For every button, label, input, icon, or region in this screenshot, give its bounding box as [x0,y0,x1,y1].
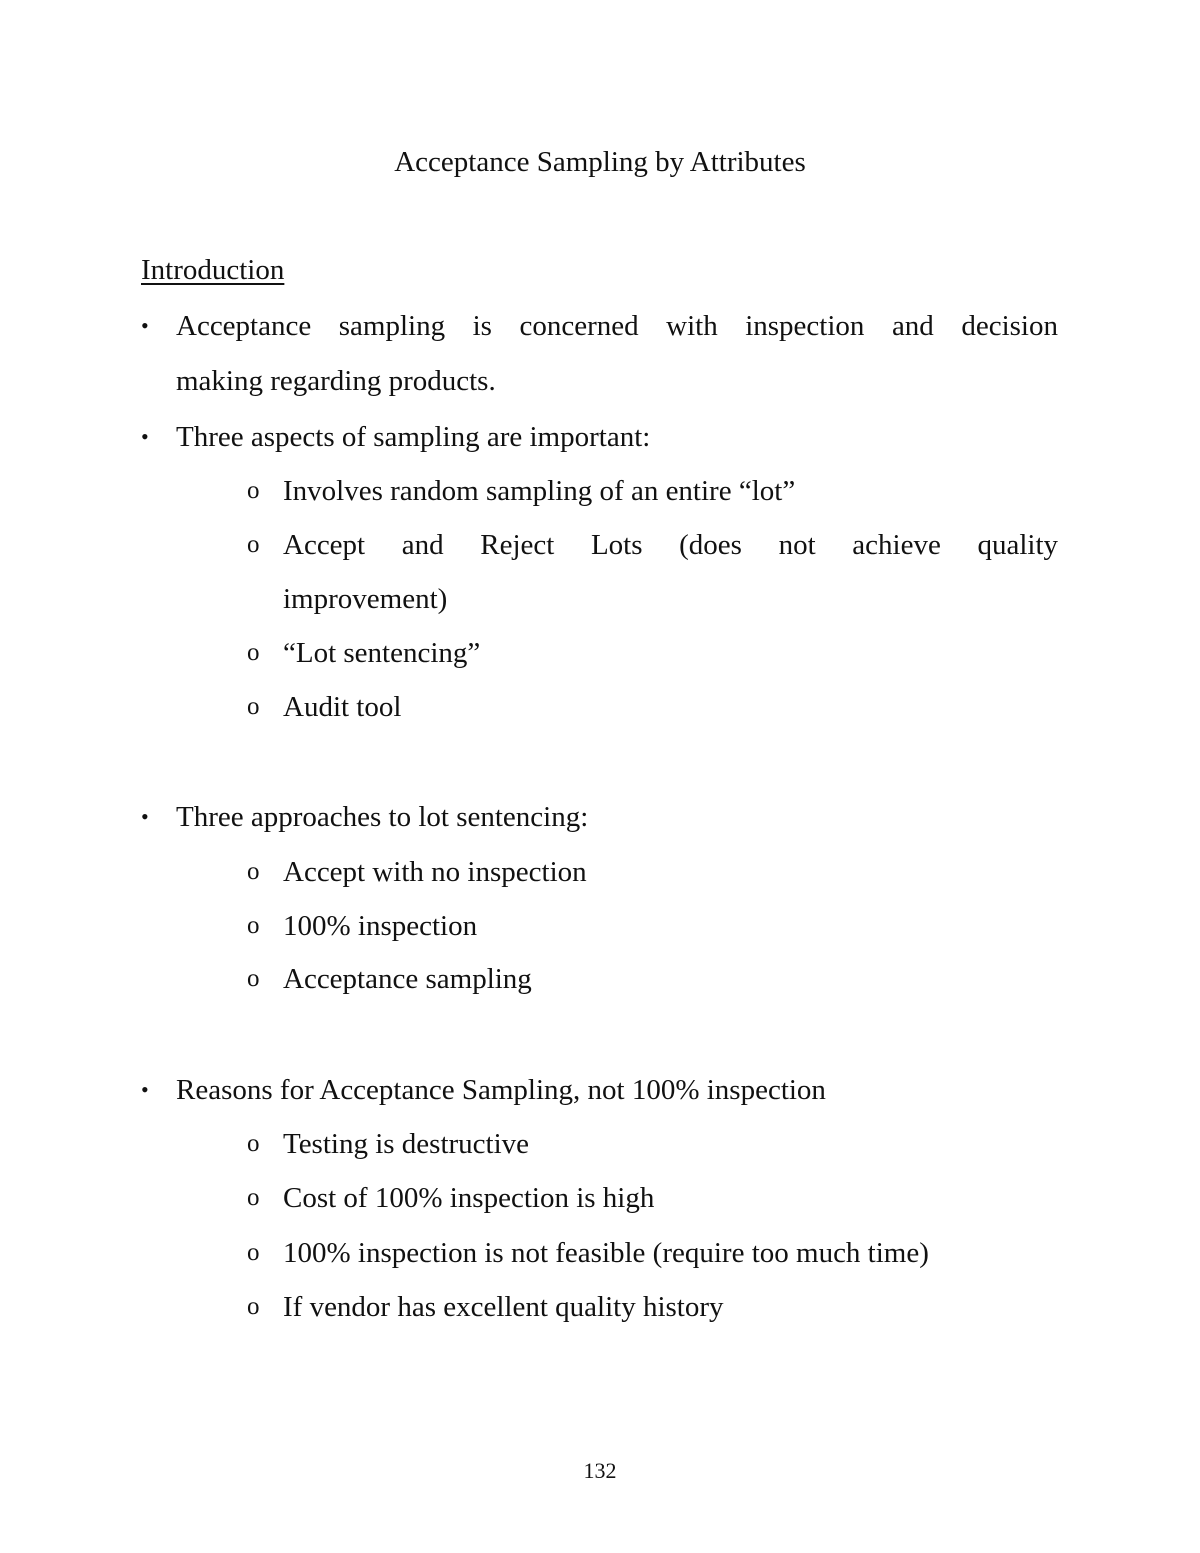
sub-bullet-marker: o [247,477,260,504]
sub-bullet-marker: o [247,639,260,666]
bullet-marker: • [141,313,149,338]
word: inspection [745,310,865,342]
sub-bullet-marker: o [247,858,260,885]
word: and [401,529,444,561]
sub-item: 100% inspection [283,910,478,942]
sub-item: Cost of 100% inspection is high [283,1182,655,1214]
sub-item-line-2: improvement) [283,583,448,615]
bullet-1-line-2: making regarding products. [176,365,496,397]
sub-item: “Lot sentencing” [283,637,481,669]
sub-bullet-marker: o [247,693,260,720]
sub-item-line-1 [283,525,1058,565]
sub-item: Acceptance sampling [283,963,532,995]
sub-item: Audit tool [283,691,402,723]
sub-bullet-marker: o [247,1184,260,1211]
sub-bullet-marker: o [247,912,260,939]
sub-item: Testing is destructive [283,1128,530,1160]
word: is [472,310,492,342]
sub-bullet-marker: o [247,1130,260,1157]
word: achieve [852,529,941,561]
bullet-2-text: Three aspects of sampling are important: [176,421,651,453]
word: and [891,310,934,342]
word: decision [961,310,1058,342]
word: quality [977,529,1058,561]
bullet-marker: • [141,804,149,829]
sub-bullet-marker: o [247,1239,260,1266]
word: Lots [590,529,643,561]
sub-item: Involves random sampling of an entire “lot” [283,475,796,507]
sub-bullet-marker: o [247,965,260,992]
word: sampling [338,310,446,342]
sub-item: Accept with no inspection [283,856,587,888]
word: not [778,529,816,561]
bullet-marker: • [141,1077,149,1102]
page-title: Acceptance Sampling by Attributes [394,146,806,178]
sub-item: 100% inspection is not feasible (require too much time) [283,1237,929,1269]
word: (does [679,529,742,561]
bullet-3-text: Three approaches to lot sentencing: [176,801,589,833]
word: with [666,310,718,342]
sub-bullet-marker: o [247,1293,260,1320]
word: Accept [283,529,366,561]
word: Reject [480,529,555,561]
bullet-marker: • [141,424,149,449]
bullet-1-line-1 [176,306,1058,346]
bullet-4-text: Reasons for Acceptance Sampling, not 100% inspection [176,1074,826,1106]
word: Acceptance [176,310,312,342]
word: concerned [519,310,639,342]
page-number: 132 [583,1458,617,1483]
sub-bullet-marker: o [247,531,260,558]
sub-item: If vendor has excellent quality history [283,1291,724,1323]
section-heading: Introduction [141,254,285,286]
